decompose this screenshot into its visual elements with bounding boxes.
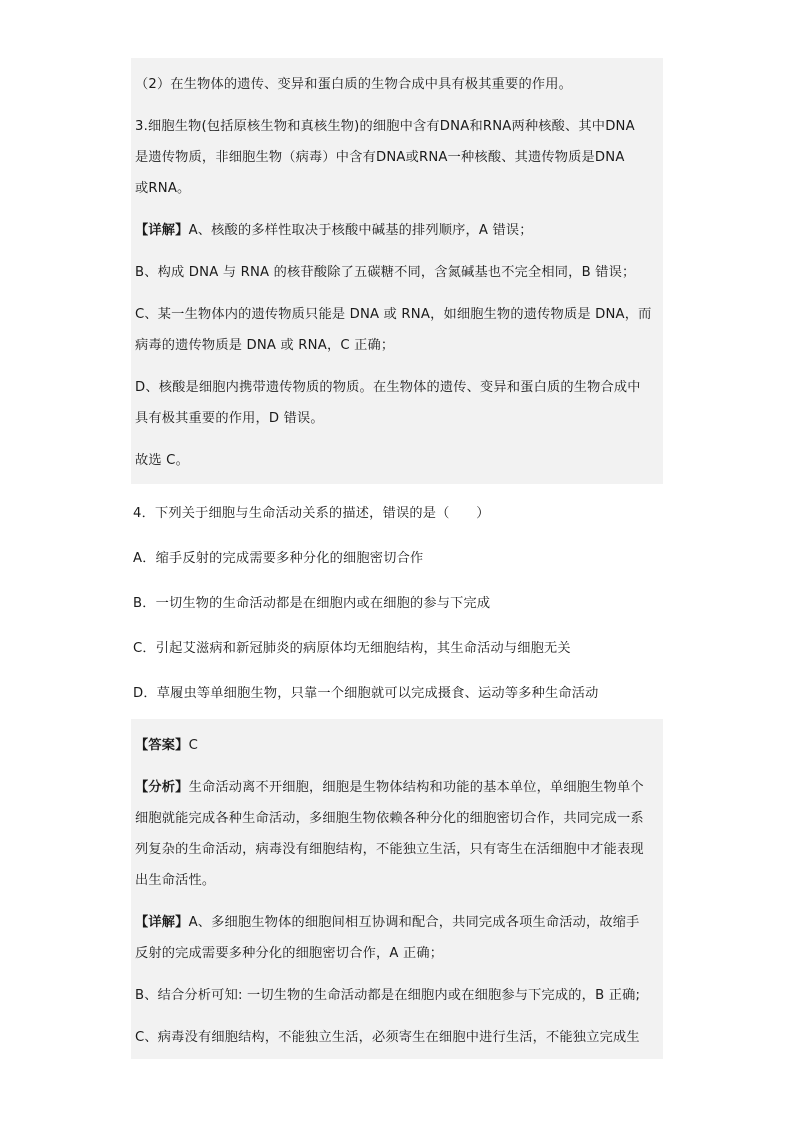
detail-b: B、结合分析可知: 一切生物的生命活动都是在细胞内或在细胞参与下完成的，B 正确;: [135, 988, 641, 1003]
detail-a-line1: [133, 907, 661, 938]
detail-option-b: B、构成 DNA 与 RNA 的核苷酸除了五碳糖不同，含氮碱基也不完全相同，B 错误；: [135, 265, 636, 280]
detail-tag-2: 【详解】: [135, 915, 189, 930]
detail-option-d-line2: 具有极其重要的作用，D 错误。: [135, 411, 324, 426]
document-page: [131, 58, 663, 1059]
detail-option-c-line1: C、某一生物体内的遗传物质只能是 DNA 或 RNA，如细胞生物的遗传物质是 DNA，而: [135, 307, 652, 322]
paragraph-point-3-line2: 是遗传物质，非细胞生物（病毒）中含有DNA或RNA一种核酸、其遗传物质是DNA: [135, 150, 625, 165]
detail-a-text: A、核酸的多样性取决于核酸中碱基的排列顺序，A 错误；: [188, 223, 533, 238]
option-c: C．引起艾滋病和新冠肺炎的病原体均无细胞结构，其生命活动与细胞无关: [133, 641, 571, 656]
analysis-line1: [133, 772, 661, 803]
detail-c: C、病毒没有细胞结构，不能独立生活，必须寄生在细胞中进行生活，不能独立完成生: [135, 1030, 640, 1045]
detail-tag: 【详解】: [135, 223, 189, 238]
option-a: A．缩手反射的完成需要多种分化的细胞密切合作: [133, 551, 424, 566]
analysis-line3: 列复杂的生命活动，病毒没有细胞结构，不能独立生活，只有寄生在活细胞中才能表现: [135, 842, 644, 857]
paragraph-point-2: （2）在生物体的遗传、变异和蛋白质的生物合成中具有极其重要的作用。: [135, 77, 572, 92]
option-d: D．草履虫等单细胞生物，只靠一个细胞就可以完成摄食、运动等多种生命活动: [133, 686, 599, 701]
detail-a-text-2: A、多细胞生物体的细胞间相互协调和配合，共同完成各项生命活动，故缩手: [188, 915, 640, 930]
answer-tag: 【答案】: [135, 738, 189, 753]
analysis-text-1: 生命活动离不开细胞，细胞是生物体结构和功能的基本单位，单细胞生物单个: [188, 780, 644, 795]
analysis-line4: 出生命活性。: [135, 873, 216, 888]
paragraph-point-3-line3: 或RNA。: [135, 181, 191, 196]
option-b: B．一切生物的生命活动都是在细胞内或在细胞的参与下完成: [133, 596, 491, 611]
detail-a-line2: 反射的完成需要多种分化的细胞密切合作，A 正确；: [135, 946, 444, 961]
detail-option-d-line1: D、核酸是细胞内携带遗传物质的物质。在生物体的遗传、变异和蛋白质的生物合成中: [135, 380, 641, 395]
conclusion: 故选 C。: [135, 453, 189, 468]
question-stem: 4．下列关于细胞与生命活动关系的描述，错误的是（ ）: [133, 506, 490, 521]
analysis-tag: 【分析】: [135, 780, 189, 795]
paragraph-point-3-line1: 3.细胞生物(包括原核生物和真核生物)的细胞中含有DNA和RNA两种核酸、其中DNA: [135, 119, 635, 134]
answer-line: [133, 730, 661, 761]
explanation-block-q3: [131, 58, 663, 484]
detail-option-c-line2: 病毒的遗传物质是 DNA 或 RNA，C 正确；: [135, 338, 395, 353]
question-4: [131, 484, 663, 719]
explanation-block-q4: [131, 719, 663, 1059]
detail-option-a: [133, 215, 661, 246]
answer-value: C: [188, 738, 198, 753]
analysis-line2: 细胞就能完成各种生命活动，多细胞生物依赖各种分化的细胞密切合作，共同完成一系: [135, 811, 644, 826]
